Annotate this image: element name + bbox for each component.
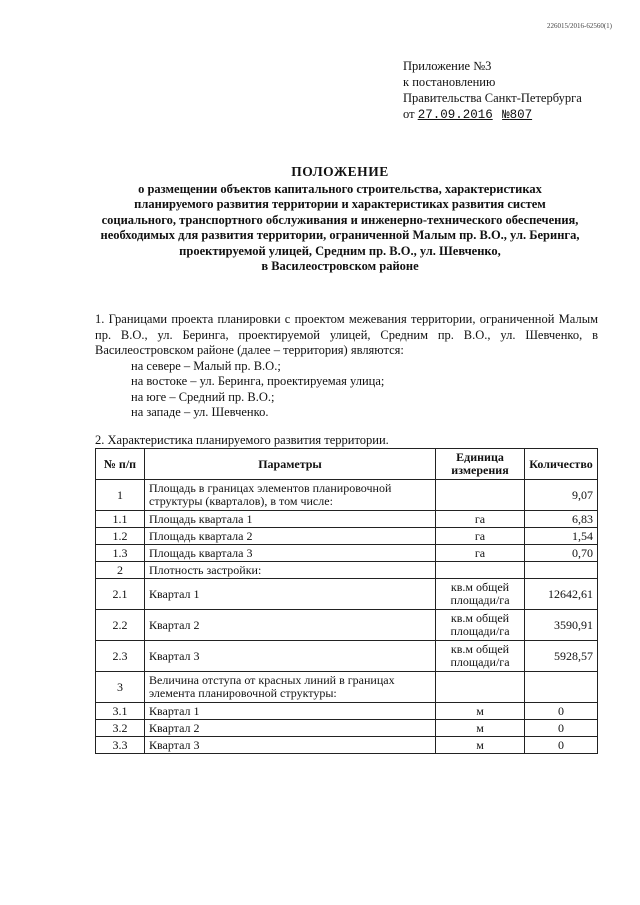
cell-unit (436, 480, 525, 511)
table-header-row (96, 449, 598, 480)
cell-qty: 0 (525, 720, 598, 737)
table-row (96, 703, 598, 720)
cell-num: 1.3 (96, 545, 145, 562)
cell-param: Квартал 1 (145, 579, 436, 610)
cell-num: 3.2 (96, 720, 145, 737)
cell-qty: 9,07 (525, 480, 598, 511)
title-line: о размещении объектов капитального строительства, характеристиках (138, 181, 542, 196)
appendix-from: от (403, 107, 415, 121)
title-line: планируемого развития территории и характеристиках развития систем (134, 197, 546, 211)
cell-param: Площадь квартала 1 (145, 511, 436, 528)
table-row (96, 511, 598, 528)
cell-num: 2.3 (96, 641, 145, 672)
cell-num: 1.1 (96, 511, 145, 528)
cell-param: Квартал 1 (145, 703, 436, 720)
table-row (96, 579, 598, 610)
cell-unit: кв.м общей площади/га (436, 610, 525, 641)
cell-param: Квартал 2 (145, 610, 436, 641)
cell-param: Площадь квартала 2 (145, 528, 436, 545)
cell-unit: кв.м общей площади/га (436, 579, 525, 610)
cell-unit: га (436, 511, 525, 528)
title-line: социального, транспортного обслуживания и инженерно-технического обеспечения, (101, 212, 579, 227)
cell-unit: м (436, 720, 525, 737)
boundary-east: на востоке – ул. Беринга, проектируемая улица; (131, 374, 385, 388)
table-row (96, 641, 598, 672)
appendix-number-sign: № (502, 108, 510, 122)
header-unit: Единица измерения (436, 449, 525, 480)
appendix-date: 27.09.2016 (417, 108, 493, 122)
section-1 (95, 312, 598, 421)
table-row (96, 737, 598, 754)
cell-qty: 0 (525, 737, 598, 754)
header-param: Параметры (145, 449, 436, 480)
cell-unit: кв.м общей площади/га (436, 641, 525, 672)
cell-qty: 0,70 (525, 545, 598, 562)
cell-unit: га (436, 528, 525, 545)
table-row (96, 545, 598, 562)
parameters-table (95, 448, 598, 754)
appendix-date-line (403, 106, 582, 123)
cell-unit (436, 562, 525, 579)
boundary-west: на западе – ул. Шевченко. (131, 405, 269, 419)
boundary-south: на юге – Средний пр. В.О.; (131, 389, 275, 404)
header-num: № п/п (96, 449, 145, 480)
cell-num: 1.2 (96, 528, 145, 545)
cell-qty: 5928,57 (525, 641, 598, 672)
header-qty: Количество (525, 449, 598, 480)
cell-param: Величина отступа от красных линий в границах элемента планировочной структуры: (145, 672, 436, 703)
appendix-resolution: к постановлению (403, 75, 496, 89)
appendix-header (403, 58, 582, 123)
cell-num: 3.3 (96, 737, 145, 754)
table-row (96, 480, 598, 511)
cell-num: 2.1 (96, 579, 145, 610)
cell-unit: га (436, 545, 525, 562)
cell-param: Площадь в границах элементов планировочной структуры (кварталов), в том числе: (145, 480, 436, 511)
cell-param: Квартал 3 (145, 641, 436, 672)
document-title (80, 164, 600, 275)
section-1-text: 1. Границами проекта планировки с проектом межевания территории, ограниченной Малым пр. В.О., ул. Беринга, проектируемой улицей, Средним пр. В.О., ул. Шевченко, в Василеостровском районе (далее – территория) являются: (95, 312, 598, 357)
table-row (96, 610, 598, 641)
cell-param: Плотность застройки: (145, 562, 436, 579)
cell-unit (436, 672, 525, 703)
cell-qty: 3590,91 (525, 610, 598, 641)
title-line: в Василеостровском районе (261, 259, 419, 273)
boundaries-list (131, 359, 598, 421)
table-row (96, 528, 598, 545)
appendix-number: 807 (509, 108, 533, 122)
cell-qty: 1,54 (525, 528, 598, 545)
section-2-heading: 2. Характеристика планируемого развития территории. (95, 433, 389, 447)
cell-num: 2.2 (96, 610, 145, 641)
title-line: необходимых для развития территории, ограниченной Малым пр. В.О., ул. Беринга, (100, 228, 580, 242)
appendix-government: Правительства Санкт-Петербурга (403, 91, 582, 105)
table-row (96, 562, 598, 579)
title-main: ПОЛОЖЕНИЕ (291, 164, 389, 179)
cell-qty (525, 672, 598, 703)
cell-param: Квартал 2 (145, 720, 436, 737)
cell-unit: м (436, 703, 525, 720)
cell-param: Квартал 3 (145, 737, 436, 754)
cell-num: 1 (96, 480, 145, 511)
table-row (96, 672, 598, 703)
cell-qty: 6,83 (525, 511, 598, 528)
cell-num: 3 (96, 672, 145, 703)
cell-unit: м (436, 737, 525, 754)
document-id: 226015/2016-62560(1) (547, 22, 612, 30)
appendix-label: Приложение №3 (403, 59, 492, 73)
boundary-north: на севере – Малый пр. В.О.; (131, 358, 281, 373)
cell-qty (525, 562, 598, 579)
cell-param: Площадь квартала 3 (145, 545, 436, 562)
cell-num: 3.1 (96, 703, 145, 720)
title-line: проектируемой улицей, Средним пр. В.О., ул. Шевченко, (179, 243, 501, 258)
table-row (96, 720, 598, 737)
cell-qty: 0 (525, 703, 598, 720)
cell-qty: 12642,61 (525, 579, 598, 610)
cell-num: 2 (96, 562, 145, 579)
